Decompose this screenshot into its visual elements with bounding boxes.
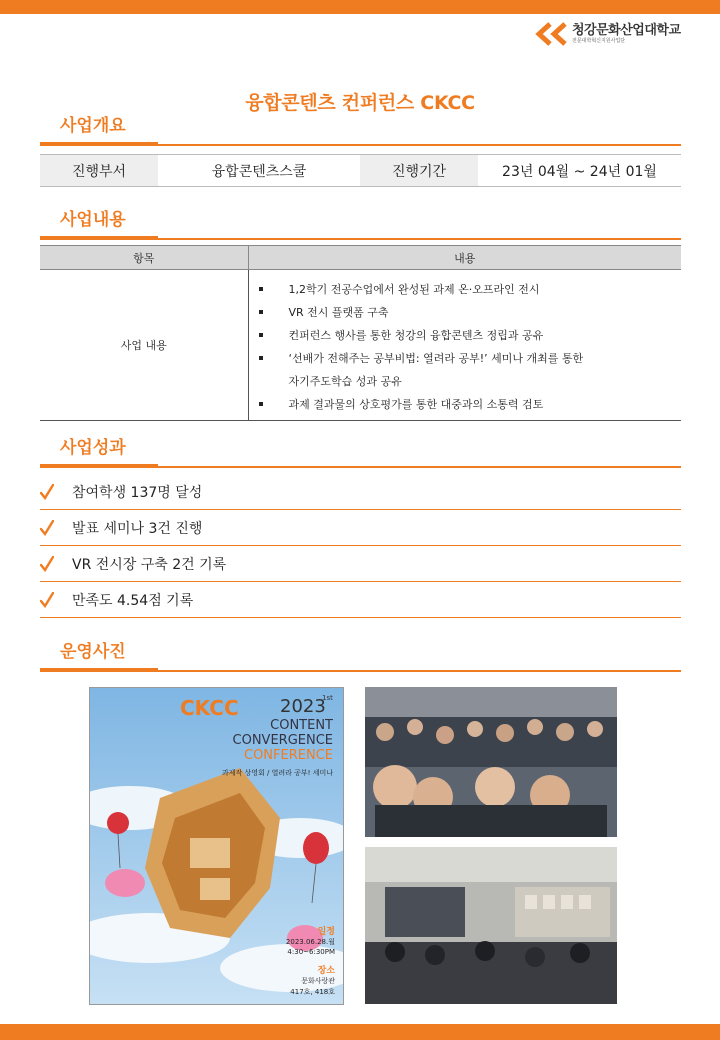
list-item: 과제 결과물의 상호평가를 통한 대중과의 소통력 검토 bbox=[259, 393, 682, 416]
event-photo-group-selfie bbox=[365, 687, 617, 837]
table-item-cell: 사업 내용 bbox=[40, 270, 248, 421]
list-item: 컨퍼런스 행사를 통한 청강의 융합콘텐츠 정립과 공유 bbox=[259, 324, 682, 347]
poster-date-label: 일정 bbox=[317, 927, 335, 937]
content-bullet-list bbox=[249, 270, 682, 420]
check-icon bbox=[40, 518, 72, 538]
result-text: 참여학생 137명 달성 bbox=[72, 484, 203, 501]
check-icon bbox=[40, 554, 72, 574]
period-value: 23년 04월 ~ 24년 01월 bbox=[502, 163, 657, 180]
result-item bbox=[40, 510, 681, 546]
poster-date: 2023.06.28.월 bbox=[285, 938, 335, 946]
poster-rooms: 417호, 418호 bbox=[290, 988, 335, 996]
section-overview bbox=[40, 116, 681, 146]
university-logo bbox=[534, 20, 681, 48]
list-item: ‘선배가 전해주는 공부비법: 열려라 공부!’ 세미나 개최를 통한 자기주도학습 성과 공유 bbox=[259, 347, 682, 393]
poster-line2: CONVERGENCE bbox=[232, 733, 333, 748]
event-photo-seminar bbox=[365, 847, 617, 1004]
ck-logo-icon bbox=[534, 22, 568, 46]
top-accent-bar bbox=[0, 0, 720, 14]
result-item bbox=[40, 546, 681, 582]
poster-subtitle: 과제작 상영회 / 열려라 공부! 세미나 bbox=[222, 769, 333, 777]
check-icon bbox=[40, 482, 72, 502]
document-title: 융합콘텐츠 컨퍼런스 CKCC bbox=[245, 92, 475, 114]
result-text: 발표 세미나 3건 진행 bbox=[72, 520, 203, 537]
content-table bbox=[40, 245, 681, 421]
check-icon bbox=[40, 590, 72, 610]
table-header-content: 내용 bbox=[248, 246, 681, 270]
poster-time: 4:30~6:30PM bbox=[287, 948, 335, 956]
section-photos bbox=[40, 642, 681, 672]
section-content-title: 사업내용 bbox=[40, 208, 158, 240]
table-header-item: 항목 bbox=[40, 246, 248, 270]
poster-place: 문화사랑관 bbox=[301, 977, 335, 985]
overview-table bbox=[40, 154, 681, 187]
poster-line3: CONFERENCE bbox=[244, 748, 333, 763]
dept-value: 융합콘텐츠스쿨 bbox=[211, 163, 307, 180]
poster-place-label: 장소 bbox=[317, 966, 335, 976]
dept-label: 진행부서 bbox=[40, 155, 158, 186]
section-results bbox=[40, 438, 681, 468]
bottom-accent-bar bbox=[0, 1024, 720, 1040]
section-photos-title: 운영사진 bbox=[40, 640, 158, 672]
result-item bbox=[40, 582, 681, 618]
section-results-title: 사업성과 bbox=[40, 436, 158, 468]
poster-edition: 1st bbox=[322, 694, 333, 702]
result-text: 만족도 4.54점 기록 bbox=[72, 592, 194, 609]
poster-line1: CONTENT bbox=[270, 718, 333, 733]
result-item bbox=[40, 474, 681, 510]
logo-subtitle: 전문대학혁신지원사업단 bbox=[572, 37, 626, 44]
result-text: VR 전시장 구축 2건 기록 bbox=[72, 556, 227, 573]
poster-year: 2023 bbox=[280, 696, 326, 717]
period-label: 진행기간 bbox=[360, 155, 478, 186]
conference-poster bbox=[89, 687, 344, 1005]
poster-logo: CKCC bbox=[180, 696, 239, 720]
table-content-cell bbox=[248, 270, 681, 421]
list-item: 1,2학기 전공수업에서 완성된 과제 온·오프라인 전시 bbox=[259, 278, 682, 301]
list-item: VR 전시 플랫폼 구축 bbox=[259, 301, 682, 324]
logo-name: 청강문화산업대학교 bbox=[572, 22, 681, 38]
section-content bbox=[40, 210, 681, 240]
section-overview-title: 사업개요 bbox=[40, 114, 158, 146]
